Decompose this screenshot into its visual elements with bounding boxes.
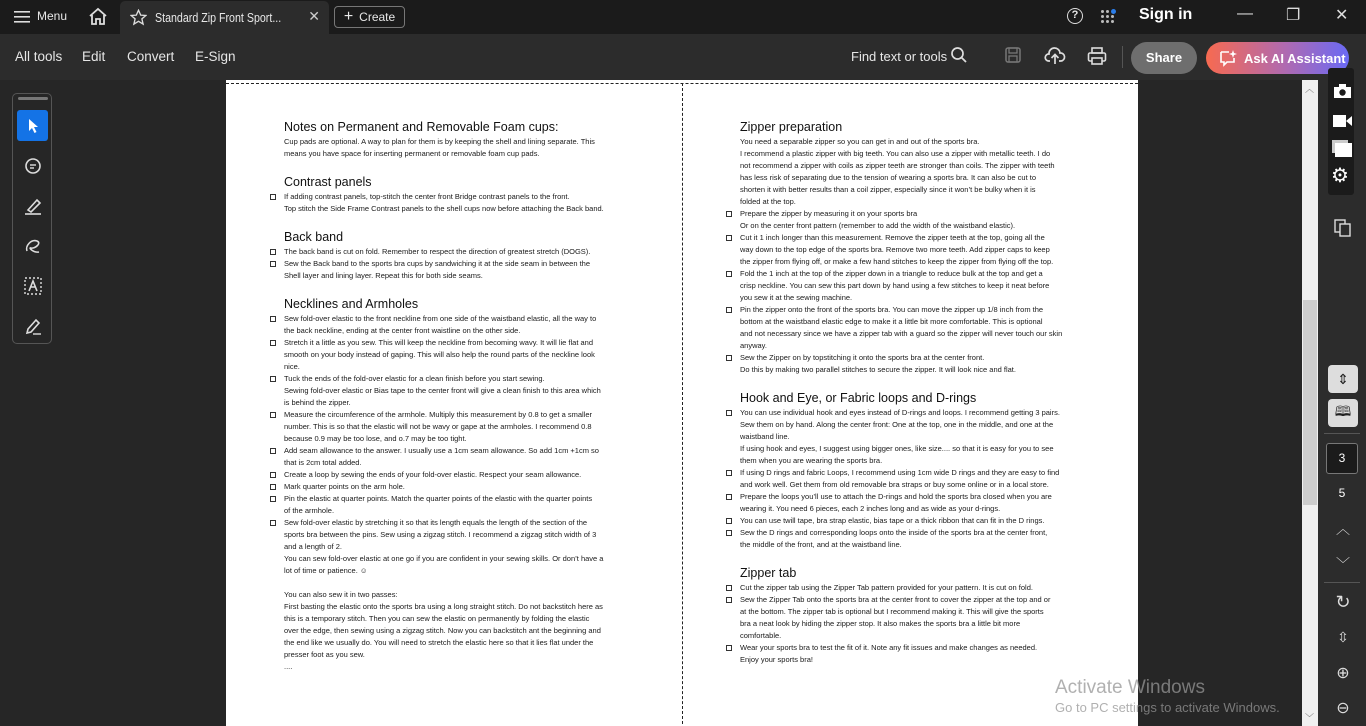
close-window-button[interactable]: ✕ xyxy=(1335,7,1349,24)
checkbox-icon xyxy=(270,496,276,502)
line-text: Pin the elastic at quarter points. Match the quarter points of the elastic with the quarter points xyxy=(284,494,593,503)
checkbox-icon xyxy=(726,585,732,591)
create-button[interactable] xyxy=(334,6,405,28)
text-line xyxy=(270,203,604,215)
line-text: Tuck the ends of the fold-over elastic for a clean finish before you start sewing. xyxy=(284,374,545,383)
line-text: Sew fold-over elastic by stretching it so that its length equals the length of the section of the xyxy=(284,518,588,527)
line-text: the zipper from flying off, or make a few hand stitches to keep the zipper from flying off the top. xyxy=(740,257,1054,266)
settings-gear-icon[interactable]: ⚙ xyxy=(1331,165,1349,187)
text-line xyxy=(726,148,1062,160)
text-line xyxy=(726,539,1062,551)
line-text: Or on the center front pattern (remember to add the width of the waistband elastic). xyxy=(740,221,1016,230)
text-line xyxy=(726,352,1062,364)
text-line xyxy=(726,172,1062,184)
freehand-draw-icon xyxy=(23,236,43,256)
text-line xyxy=(270,613,604,625)
text-line xyxy=(270,445,604,457)
title-bar xyxy=(0,0,1366,34)
checkbox-icon xyxy=(270,249,276,255)
tab-title: Standard Zip Front Sport... xyxy=(155,10,282,25)
line-text: and not necessary since we have a zipper tab with a guard so the zipper will never touch our skin xyxy=(740,329,1063,338)
line-text: You can use twill tape, bra strap elastic, bias tape or a thick ribbon that can fit in the D rings. xyxy=(740,516,1045,525)
line-text: Cut it 1 inch longer than this measurement. Remove the zipper teeth at the top, going all the xyxy=(740,233,1045,242)
checkbox-icon xyxy=(270,376,276,382)
text-line xyxy=(726,256,1062,268)
zoom-out-icon: ⊖ xyxy=(1336,700,1350,717)
line-text: lot of time or patience. ☺ xyxy=(284,566,368,575)
star-icon[interactable] xyxy=(130,9,147,26)
checkbox-icon xyxy=(726,211,732,217)
text-line xyxy=(270,541,604,553)
document-section xyxy=(726,564,1062,666)
quick-tools-palette xyxy=(12,93,52,344)
text-line xyxy=(270,258,604,270)
line-text: Cup pads are optional. A way to plan for them is by keeping the shell and lining separate. This xyxy=(284,137,595,146)
next-page-button[interactable] xyxy=(1328,550,1358,578)
book-icon: 🕮 xyxy=(1334,403,1352,419)
watermark-title: Activate Windows xyxy=(1055,677,1205,698)
text-line xyxy=(270,577,604,589)
video-camera-icon[interactable] xyxy=(1333,114,1352,133)
text-line xyxy=(270,625,604,637)
scroll-mode-button[interactable] xyxy=(1328,365,1358,393)
line-text: If using hook and eyes, I suggest using bigger ones, like size.... so that it is easy for you to see xyxy=(740,444,1054,453)
edit-menu[interactable]: Edit xyxy=(82,49,106,64)
line-text: comfortable. xyxy=(740,631,782,640)
text-line xyxy=(726,467,1062,479)
line-text: of the armhole. xyxy=(284,506,335,515)
line-text: the middle of the front, and at the waistband line. xyxy=(740,540,902,549)
sign-tool[interactable] xyxy=(17,310,48,341)
esign-menu[interactable]: E-Sign xyxy=(195,49,236,64)
line-text: Wear your sports bra to test the fit of it. Note any fit issues and make changes as needed. xyxy=(740,643,1038,652)
section-heading: Zipper tab xyxy=(740,566,797,580)
text-line xyxy=(270,565,604,577)
line-text: this is a temporary stitch. Then you can sew the elastic on permanently by folding the elastic xyxy=(284,614,590,623)
text-line xyxy=(726,160,1062,172)
text-line xyxy=(726,479,1062,491)
line-text: wearing it. You need 6 pieces, each 2 inches long and as wide as your d-rings. xyxy=(740,504,1001,513)
comment-tool[interactable] xyxy=(17,150,48,181)
line-text: bottom at the waistband elastic edge to make it a little bit more comfortable. This is optional xyxy=(740,317,1043,326)
checkbox-icon xyxy=(726,355,732,361)
line-text: Do this by making two parallel stitches to secure the zipper. It will look nice and flat. xyxy=(740,365,1016,374)
checkbox-icon xyxy=(726,410,732,416)
line-text: number. This is so that the elastic will not be wavy or gape at the armholes. I recommend 0.8 xyxy=(284,422,592,431)
text-line xyxy=(726,244,1062,256)
convert-menu[interactable]: Convert xyxy=(127,49,175,64)
line-text: and work well. Get them from old removable bra straps or buy some online or in a local store. xyxy=(740,480,1049,489)
line-text: sports bra between the pins. Sew using a zigzag stitch. I recommend a zigzag stitch width of 3 xyxy=(284,530,597,539)
checkbox-icon xyxy=(726,470,732,476)
line-text: crisp neckline. You can sew this part down by hand using a few stitches to keep it neat before xyxy=(740,281,1050,290)
text-line xyxy=(726,654,1062,666)
line-text: because 0.9 may be too lose, and o.7 may be too tight. xyxy=(284,434,467,443)
line-text: and a length of 2. xyxy=(284,542,342,551)
checkbox-icon xyxy=(726,518,732,524)
line-text: Fold the 1 inch at the top of the zipper down in a triangle to reduce bulk at the top and get a xyxy=(740,269,1043,278)
watermark-subtitle: Go to PC settings to activate Windows. xyxy=(1055,700,1280,715)
rotate-icon: ↻ xyxy=(1335,591,1351,612)
line-text: shorten it with better results than a coil zipper, especially since it won’t be bulky when it is xyxy=(740,185,1036,194)
scroll-down-arrow[interactable]: ﹀ xyxy=(1305,713,1315,723)
line-text: Stretch it a little as you sew. This will keep the neckline from becoming wavy. It will lie flat and xyxy=(284,338,594,347)
text-line xyxy=(726,220,1062,232)
line-text: Shell layer and lining layer. Repeat this for both side seams. xyxy=(284,271,483,280)
checkbox-icon xyxy=(726,307,732,313)
checkbox-icon xyxy=(726,597,732,603)
text-line xyxy=(270,529,604,541)
line-text: Top stitch the Side Frame Contrast panels to the shell cups now before attaching the Back band. xyxy=(284,204,604,213)
line-text: Add seam allowance to the answer. I usually use a 1cm seam allowance. So add 1cm +1cm so xyxy=(284,446,599,455)
text-line xyxy=(726,642,1062,654)
document-section xyxy=(270,228,604,282)
text-box-icon xyxy=(23,276,43,296)
minimize-button[interactable]: — xyxy=(1237,5,1253,22)
create-label: Create xyxy=(359,10,396,24)
document-section xyxy=(270,173,604,215)
checkbox-icon xyxy=(270,316,276,322)
checkbox-icon xyxy=(270,340,276,346)
search-icon[interactable] xyxy=(950,46,968,64)
checkbox-icon xyxy=(726,530,732,536)
camera-icon[interactable] xyxy=(1333,83,1352,99)
plus-icon: + xyxy=(343,8,354,25)
text-line xyxy=(726,407,1062,419)
draw-tool[interactable] xyxy=(17,230,48,261)
document-page xyxy=(226,80,1138,726)
text-line xyxy=(270,191,604,203)
line-text: I recommend a plastic zipper with big teeth. You can also use a zipper with metallic teeth. I do xyxy=(740,149,1051,158)
fit-page-icon: ⇳ xyxy=(1337,628,1349,645)
text-line xyxy=(726,340,1062,352)
help-icon[interactable]: ? xyxy=(1067,8,1083,24)
text-line xyxy=(270,661,604,673)
highlight-tool[interactable] xyxy=(17,190,48,221)
text-line xyxy=(726,196,1062,208)
text-line xyxy=(726,443,1062,455)
left-column xyxy=(270,118,604,673)
all-tools-menu[interactable]: All tools xyxy=(15,49,63,64)
text-line xyxy=(270,469,604,481)
text-line xyxy=(270,313,604,325)
line-text: you sew it at the sewing machine. xyxy=(740,293,853,302)
zoom-in-button[interactable] xyxy=(1328,659,1358,687)
vertical-scrollbar[interactable] xyxy=(1302,80,1318,726)
line-text: Sew the Zipper Tab onto the sports bra at the center front to cover the zipper at the top and or xyxy=(740,595,1051,604)
cursor-arrow-icon xyxy=(26,118,40,134)
line-text: that is 2cm total added. xyxy=(284,458,362,467)
sign-in-button[interactable]: Sign in xyxy=(1139,6,1193,23)
line-text: Enjoy your sports bra! xyxy=(740,655,813,664)
line-text: waistband line. xyxy=(740,432,790,441)
text-line xyxy=(726,606,1062,618)
section-heading: Back band xyxy=(284,230,344,244)
text-line xyxy=(270,493,604,505)
line-text: the end like we usually do. You will need to stretch the elastic here so that it lies flat under the xyxy=(284,638,594,647)
toolbar-divider xyxy=(1122,46,1123,68)
rotate-button[interactable] xyxy=(1328,588,1358,616)
text-line xyxy=(270,649,604,661)
text-line xyxy=(726,455,1062,467)
current-page-input[interactable]: 3 xyxy=(1326,443,1358,474)
document-tab[interactable] xyxy=(120,1,329,34)
text-line xyxy=(726,292,1062,304)
text-line xyxy=(726,618,1062,630)
line-text: smooth on your body instead of gaping. This will also help the round parts of the neckline look xyxy=(284,350,595,359)
line-text: Sew the D rings and corresponding loops onto the inside of the sports bra at the center front, xyxy=(740,528,1048,537)
text-line xyxy=(726,268,1062,280)
text-line xyxy=(726,419,1062,431)
text-line xyxy=(270,361,604,373)
line-text: You can also sew it in two passes: xyxy=(284,590,398,599)
line-text: Sewing fold-over elastic or Bias tape to the center front will give a clean finish to this area which xyxy=(284,386,601,395)
right-column xyxy=(726,118,1062,666)
line-text: Sew them on by hand. Along the center front: One at the top, one in the middle, and one at the xyxy=(740,420,1054,429)
line-text: Sew fold-over elastic to the front neckline from one side of the waistband elastic, all the way to xyxy=(284,314,597,323)
save-icon[interactable] xyxy=(1004,46,1022,64)
checkbox-icon xyxy=(270,484,276,490)
line-text: Prepare the zipper by measuring it on your sports bra xyxy=(740,209,918,218)
windows-stack-icon[interactable] xyxy=(1332,140,1352,163)
line-text: The back band is cut on fold. Remember to respect the direction of greatest stretch (DOGS). xyxy=(284,247,591,256)
checkbox-icon xyxy=(270,412,276,418)
text-line xyxy=(270,148,604,160)
zoom-out-button[interactable] xyxy=(1328,694,1358,722)
line-text: over the edge, then sewing using a zigzag stitch. Now you can backstitch ant the beginning and xyxy=(284,626,601,635)
section-heading: Contrast panels xyxy=(284,175,372,189)
text-line xyxy=(726,208,1062,220)
text-line xyxy=(270,589,604,601)
chevron-up-icon: ︿ xyxy=(1336,521,1350,537)
line-text: You can sew fold-over elastic at one go if you are confident in your sewing skills. Or don’t have a xyxy=(284,554,604,563)
scroll-up-arrow[interactable]: ︿ xyxy=(1305,84,1315,94)
rail-divider-2 xyxy=(1324,582,1360,583)
text-line xyxy=(270,373,604,385)
share-button[interactable]: Share xyxy=(1131,42,1197,74)
line-text: First basting the elastic onto the sports bra using a long straight stitch. Do not backstitch here as xyxy=(284,602,603,611)
restore-button[interactable]: ❐ xyxy=(1286,7,1301,24)
section-heading: Necklines and Armholes xyxy=(284,297,419,311)
hamburger-icon xyxy=(14,10,30,23)
print-icon[interactable] xyxy=(1087,46,1107,66)
text-line xyxy=(270,136,604,148)
text-line xyxy=(726,316,1062,328)
page-scroll-icon: ⇕ xyxy=(1337,370,1349,387)
text-line xyxy=(270,409,604,421)
text-line xyxy=(270,481,604,493)
line-text: presser foot as you sew. xyxy=(284,650,365,659)
pen-sign-icon xyxy=(23,316,43,336)
find-label: Find text or tools xyxy=(851,49,948,64)
text-line xyxy=(270,385,604,397)
line-text: anyway. xyxy=(740,341,767,350)
checkbox-icon xyxy=(726,235,732,241)
line-text: You can use individual hook and eyes instead of D-rings and loops. I recommend getting 3 pairs. xyxy=(740,408,1060,417)
line-text: Cut the zipper tab using the Zipper Tab pattern provided for your pattern. It is cut on fold. xyxy=(740,583,1033,592)
checkbox-icon xyxy=(726,494,732,500)
text-line xyxy=(726,232,1062,244)
close-tab-icon[interactable]: ✕ xyxy=(308,8,320,24)
text-line xyxy=(270,325,604,337)
toolbar xyxy=(0,34,1366,80)
text-line xyxy=(726,184,1062,196)
line-text: If adding contrast panels, top-stitch the center front Bridge contrast panels to the front. xyxy=(284,192,570,201)
line-text: You need a separable zipper so you can get in and out of the sports bra. xyxy=(740,137,980,146)
text-line xyxy=(270,397,604,409)
text-line xyxy=(270,270,604,282)
line-text: Sew the Back band to the sports bra cups by sandwiching it at the side seam in between the xyxy=(284,259,591,268)
find-text-or-tools[interactable] xyxy=(851,49,947,64)
text-line xyxy=(270,517,604,529)
text-line xyxy=(270,637,604,649)
text-line xyxy=(270,433,604,445)
section-heading: Notes on Permanent and Removable Foam cups: xyxy=(284,120,559,134)
text-line xyxy=(726,527,1062,539)
page-fold-line xyxy=(682,83,683,726)
text-line xyxy=(270,457,604,469)
text-line xyxy=(726,364,1062,376)
home-icon[interactable] xyxy=(88,7,108,26)
text-line xyxy=(270,421,604,433)
text-line xyxy=(270,349,604,361)
rail-divider xyxy=(1324,433,1360,434)
text-line xyxy=(270,553,604,565)
total-pages: 5 xyxy=(1338,486,1346,500)
section-heading: Zipper preparation xyxy=(740,120,843,134)
menu-label: Menu xyxy=(37,9,68,23)
checkbox-icon xyxy=(270,472,276,478)
line-text: not recommend a zipper with coils as zipper teeth are stronger than coils. The zipper with teeth xyxy=(740,161,1055,170)
checkbox-icon xyxy=(270,194,276,200)
text-line xyxy=(726,304,1062,316)
text-line xyxy=(726,582,1062,594)
text-line xyxy=(726,515,1062,527)
line-text: the back neckline, ending at the center front waistline on the other side. xyxy=(284,326,521,335)
text-line xyxy=(270,246,604,258)
checkbox-icon xyxy=(270,261,276,267)
cloud-upload-icon[interactable] xyxy=(1044,46,1066,66)
ai-label: Ask AI Assistant xyxy=(1244,50,1346,66)
chevron-down-icon: ﹀ xyxy=(1336,556,1350,572)
text-line xyxy=(270,505,604,517)
checkbox-icon xyxy=(270,520,276,526)
line-text: has less risk of separating due to the tension of wearing a sports bra. It can also be cut to xyxy=(740,173,1037,182)
text-line xyxy=(726,491,1062,503)
line-text: Sew the Zipper on by topstitching it onto the sports bra at the center front. xyxy=(740,353,985,362)
previous-page-button[interactable] xyxy=(1328,515,1358,543)
line-text: Prepare the loops you’ll use to attach the D-rings and hold the sports bra closed when you are xyxy=(740,492,1052,501)
line-text: is behind the zipper. xyxy=(284,398,351,407)
page-fit-button[interactable] xyxy=(1328,623,1358,651)
menu-button[interactable] xyxy=(14,9,67,23)
document-section xyxy=(270,295,604,673)
text-line xyxy=(726,431,1062,443)
line-text: Create a loop by sewing the ends of your fold-over elastic. Respect your seam allowance. xyxy=(284,470,582,479)
two-page-view-button[interactable] xyxy=(1328,399,1358,427)
line-text: Pin the zipper onto the front of the sports bra. You can move the zipper up 1/8 inch from the xyxy=(740,305,1044,314)
line-text: Mark quarter points on the arm hole. xyxy=(284,482,405,491)
text-line xyxy=(270,601,604,613)
select-tool[interactable] xyxy=(17,110,48,141)
line-text: them when you are wearing the sports bra. xyxy=(740,456,883,465)
comment-icon xyxy=(23,156,43,176)
apps-grid-icon[interactable] xyxy=(1101,9,1117,25)
organize-pages-icon[interactable] xyxy=(1328,214,1358,242)
text-line xyxy=(726,280,1062,292)
scrollbar-thumb[interactable] xyxy=(1303,300,1317,505)
line-text: at the bottom. The zipper tab is optional but I recommend making it. This will give the sports xyxy=(740,607,1044,616)
zoom-in-icon: ⊕ xyxy=(1336,665,1350,682)
line-text: Measure the circumference of the armhole. Multiply this measurement by 0.8 to get a smaller xyxy=(284,410,593,419)
capture-popup xyxy=(1328,68,1354,195)
text-line xyxy=(726,503,1062,515)
line-text: way down to the top edge of the sports bra. Remove two more teeth. Add zipper caps to keep xyxy=(740,245,1050,254)
text-tool[interactable] xyxy=(17,270,48,301)
checkbox-icon xyxy=(726,271,732,277)
document-section xyxy=(726,389,1062,551)
highlighter-icon xyxy=(23,196,43,216)
line-text: folded at the top. xyxy=(740,197,796,206)
text-line xyxy=(726,328,1062,340)
line-text: nice. xyxy=(284,362,300,371)
ai-chat-sparkle-icon xyxy=(1218,49,1238,67)
checkbox-icon xyxy=(726,645,732,651)
line-text: .... xyxy=(284,662,293,671)
text-line xyxy=(726,136,1062,148)
line-text: If using D rings and fabric Loops, I recommend using 1cm wide D rings and they are easy to find xyxy=(740,468,1060,477)
section-heading: Hook and Eye, or Fabric loops and D-rings xyxy=(740,391,977,405)
checkbox-icon xyxy=(270,448,276,454)
line-text: means you have space for inserting permanent or removable foam cup pads. xyxy=(284,149,540,158)
text-line xyxy=(726,630,1062,642)
text-line xyxy=(270,337,604,349)
document-section xyxy=(726,118,1062,376)
document-section xyxy=(270,118,604,160)
palette-drag-handle[interactable] xyxy=(18,97,48,100)
line-text: bra a neat look by hiding the zipper stop. It also makes the sports bra a little bit more xyxy=(740,619,1021,628)
text-line xyxy=(726,594,1062,606)
